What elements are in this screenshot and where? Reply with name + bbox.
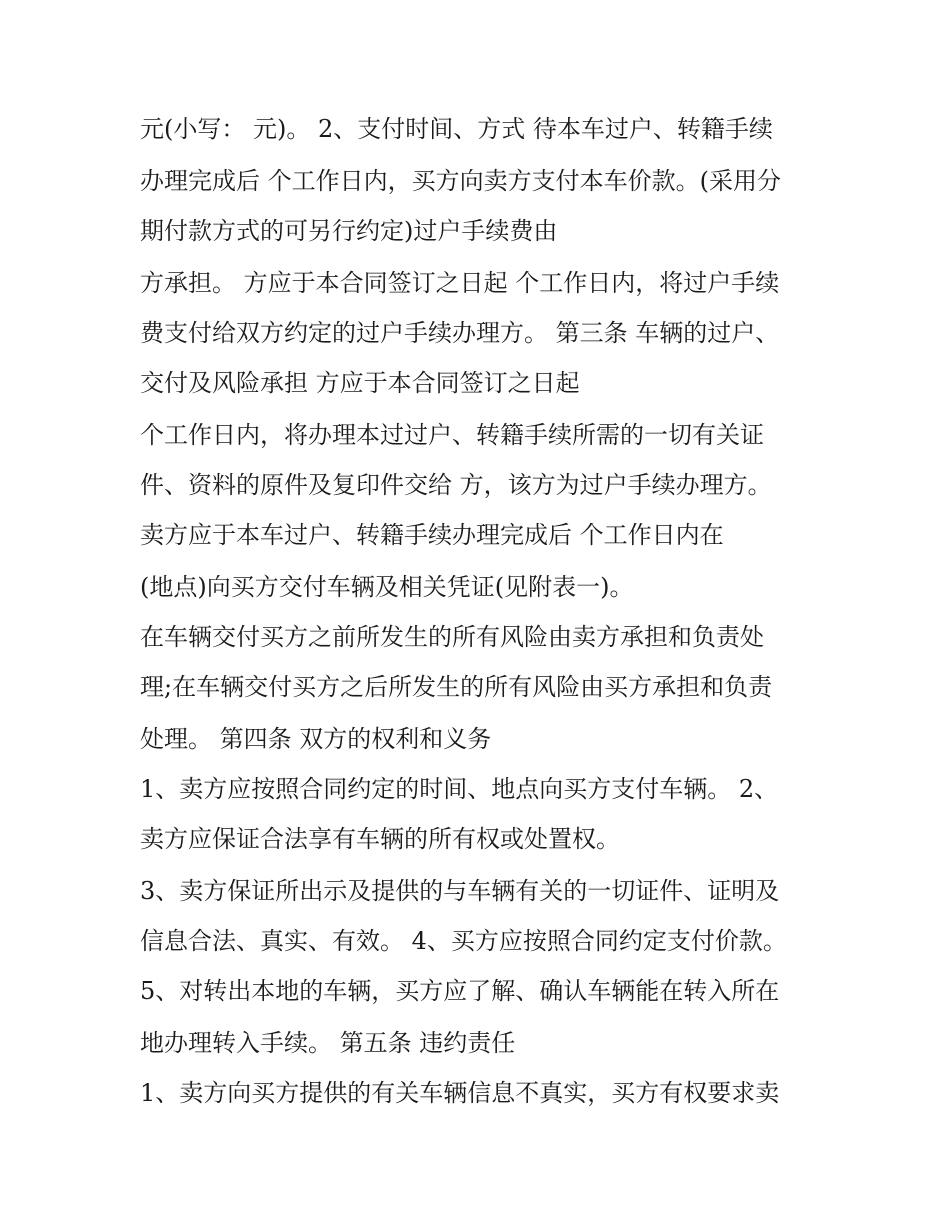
- text-line: 交付及风险承担 方应于本合同签订之日起: [140, 369, 580, 397]
- text-line: 地办理转入手续。 第五条 违约责任: [140, 1029, 516, 1057]
- text-line: (地点)向买方交付车辆及相关凭证(见附表一)。: [140, 573, 634, 601]
- text-line: 理;在车辆交付买方之后所发生的所有风险由买方承担和负责: [140, 673, 773, 701]
- text-line: 办理完成后 个工作日内，买方向卖方支付本车价款。(采用分: [140, 167, 781, 195]
- text-line: 在车辆交付买方之前所发生的所有风险由卖方承担和负责处: [140, 623, 764, 651]
- text-line: 1、卖方应按照合同约定的时间、地点向买方支付车辆。 2、: [140, 775, 779, 803]
- text-line: 方承担。 方应于本合同签订之日起 个工作日内，将过户手续: [140, 269, 780, 297]
- text-line: 个工作日内，将办理本过过户、转籍手续所需的一切有关证: [140, 421, 764, 449]
- text-line: 处理。 第四条 双方的权利和义务: [140, 725, 492, 753]
- text-line: 费支付给双方约定的过户手续办理方。 第三条 车辆的过户、: [140, 319, 780, 347]
- text-line: 元(小写： 元)。 2、支付时间、方式 待本车过户、转籍手续: [140, 115, 773, 143]
- text-line: 3、卖方保证所出示及提供的与车辆有关的一切证件、证明及: [140, 877, 780, 905]
- text-line: 5、对转出本地的车辆，买方应了解、确认车辆能在转入所在: [140, 977, 780, 1005]
- text-line: 期付款方式的可另行约定)过户手续费由: [140, 217, 558, 245]
- text-line: 卖方应保证合法享有车辆的所有权或处置权。: [140, 825, 620, 853]
- text-line: 信息合法、真实、有效。 4、买方应按照合同约定支付价款。: [140, 927, 787, 955]
- text-line: 卖方应于本车过户、转籍手续办理完成后 个工作日内在: [140, 521, 724, 549]
- text-line: 件、资料的原件及复印件交给 方，该方为过户手续办理方。: [140, 471, 772, 499]
- text-line: 1、卖方向买方提供的有关车辆信息不真实，买方有权要求卖: [140, 1079, 780, 1107]
